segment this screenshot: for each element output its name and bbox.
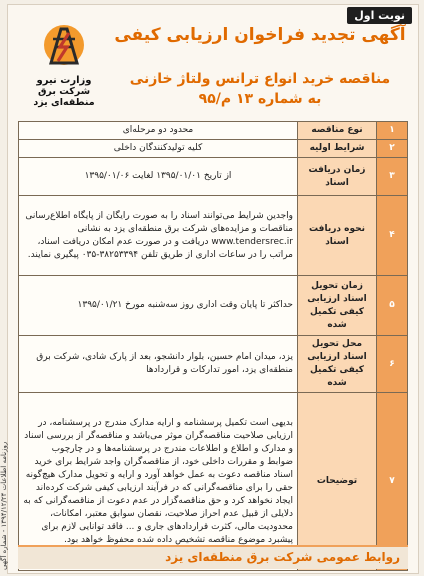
row-number: ۵	[377, 276, 408, 336]
tender-advertisement	[7, 4, 419, 574]
row-value: واجدین شرایط می‌توانند اسناد را به صورت رایگان از پایگاه اطلاع‌رسانی مناقصات و مزایده‌های شرکت برق منطقه‌ای یزد به نشانی www.tendersrec.ir دریافت و در صورت عدم امکان دریافت اسناد، مراتب را در ساعات اداری از طریق تلفن ۳۸۲۵۳۳۹۴-۰۳۵ پیگیری نمایند.	[19, 196, 298, 276]
row-value: از تاریخ ۱۳۹۵/۰۱/۰۱ لغایت ۱۳۹۵/۰۱/۰۶	[19, 158, 298, 196]
table-row	[19, 276, 408, 336]
row-label: نوع مناقصه	[298, 122, 377, 140]
row-label: محل تحویل اسناد ارزیابی کیفی تکمیل شده	[298, 336, 377, 393]
company-name: شرکت برق منطقه‌ای یزد	[33, 86, 95, 108]
row-value: بدیهی است تکمیل پرسشنامه و ارایه مدارک مندرج در پرسشنامه، در ارزیابی صلاحیت مناقصه‌گران موثر می‌باشد و مناقصه‌گر از بررسی اسناد و مدارک و اطلاع و اطلاعات مندرج در پرسشنامه‌ها و در چارچوب ضوابط و مقررات داخلی خود، از مناقصه‌گران واجد شرایط برای خرید اسناد مناقصه دعوت به عمل خواهد آورد و ارایه و تحویل مدارک هیچ‌گونه حقی را برای مناقصه‌گرانی که در فرآیند ارزیابی کیفی شرکت کرده‌اند ایجاد نخواهد کرد و حق مناقصه‌گزار در عدم دعوت از مناقصه‌گرانی که به دلایلی از قبیل عدم احراز صلاحیت، نقصان سوابق معتبر، امکانات، محدودیت مالی، کثرت قراردادهای جاری و ... فاقد توانایی لازم برای پیشبرد موضوع مناقصه تشخیص داده شده محفوظ خواهد بود.	[19, 393, 298, 571]
row-label: شرایط اولیه	[298, 140, 377, 158]
row-value: محدود دو مرحله‌ای	[19, 122, 298, 140]
table-row	[19, 158, 408, 196]
row-number: ۶	[377, 336, 408, 393]
row-label: نحوه دریافت اسناد	[298, 196, 377, 276]
row-label: زمان تحویل اسناد ارزیابی کیفی تکمیل شده	[298, 276, 377, 336]
table-row	[19, 122, 408, 140]
ad-subtitle	[110, 69, 410, 109]
subtitle-line-2: به شماره ۱۳ م/۹۵	[198, 91, 322, 107]
row-value: کلیه تولیدکنندگان داخلی	[19, 140, 298, 158]
ministry-name: وزارت نیرو	[36, 75, 92, 86]
power-company-logo-icon	[33, 23, 95, 73]
footer-public-relations: روابط عمومی شرکت برق منطقه‌ای یزد	[165, 550, 400, 564]
row-label: توضیحات	[298, 393, 377, 571]
row-value: یزد، میدان امام حسین، بلوار دانشجو، بعد از پارک شادی، شرکت برق منطقه‌ای یزد، امور تدارکات و قراردادها	[19, 336, 298, 393]
tender-details-table	[18, 121, 408, 571]
table-row	[19, 140, 408, 158]
footer-bar	[18, 545, 408, 569]
subtitle-line-1: مناقصه خرید انواع ترانس ولتاژ خازنی	[129, 71, 391, 87]
newspaper-side-code: روزنامه اطلاعات ۱۳۹۴/۱۲/۲۴ - شماره آگهی	[0, 441, 8, 570]
table-row	[19, 393, 408, 571]
company-logo	[18, 23, 110, 108]
table-row	[19, 336, 408, 393]
table-row	[19, 196, 408, 276]
row-value: حداکثر تا پایان وقت اداری روز سه‌شنبه مورخ ۱۳۹۵/۰۱/۲۱	[19, 276, 298, 336]
row-label: زمان دریافت اسناد	[298, 158, 377, 196]
row-number: ۲	[377, 140, 408, 158]
row-number: ۴	[377, 196, 408, 276]
first-notice-badge: نوبت اول	[347, 7, 412, 24]
ad-headline: آگهی تجدید فراخوان ارزیابی کیفی	[114, 25, 406, 45]
row-number: ۱	[377, 122, 408, 140]
row-number: ۳	[377, 158, 408, 196]
row-number: ۷	[377, 393, 408, 571]
